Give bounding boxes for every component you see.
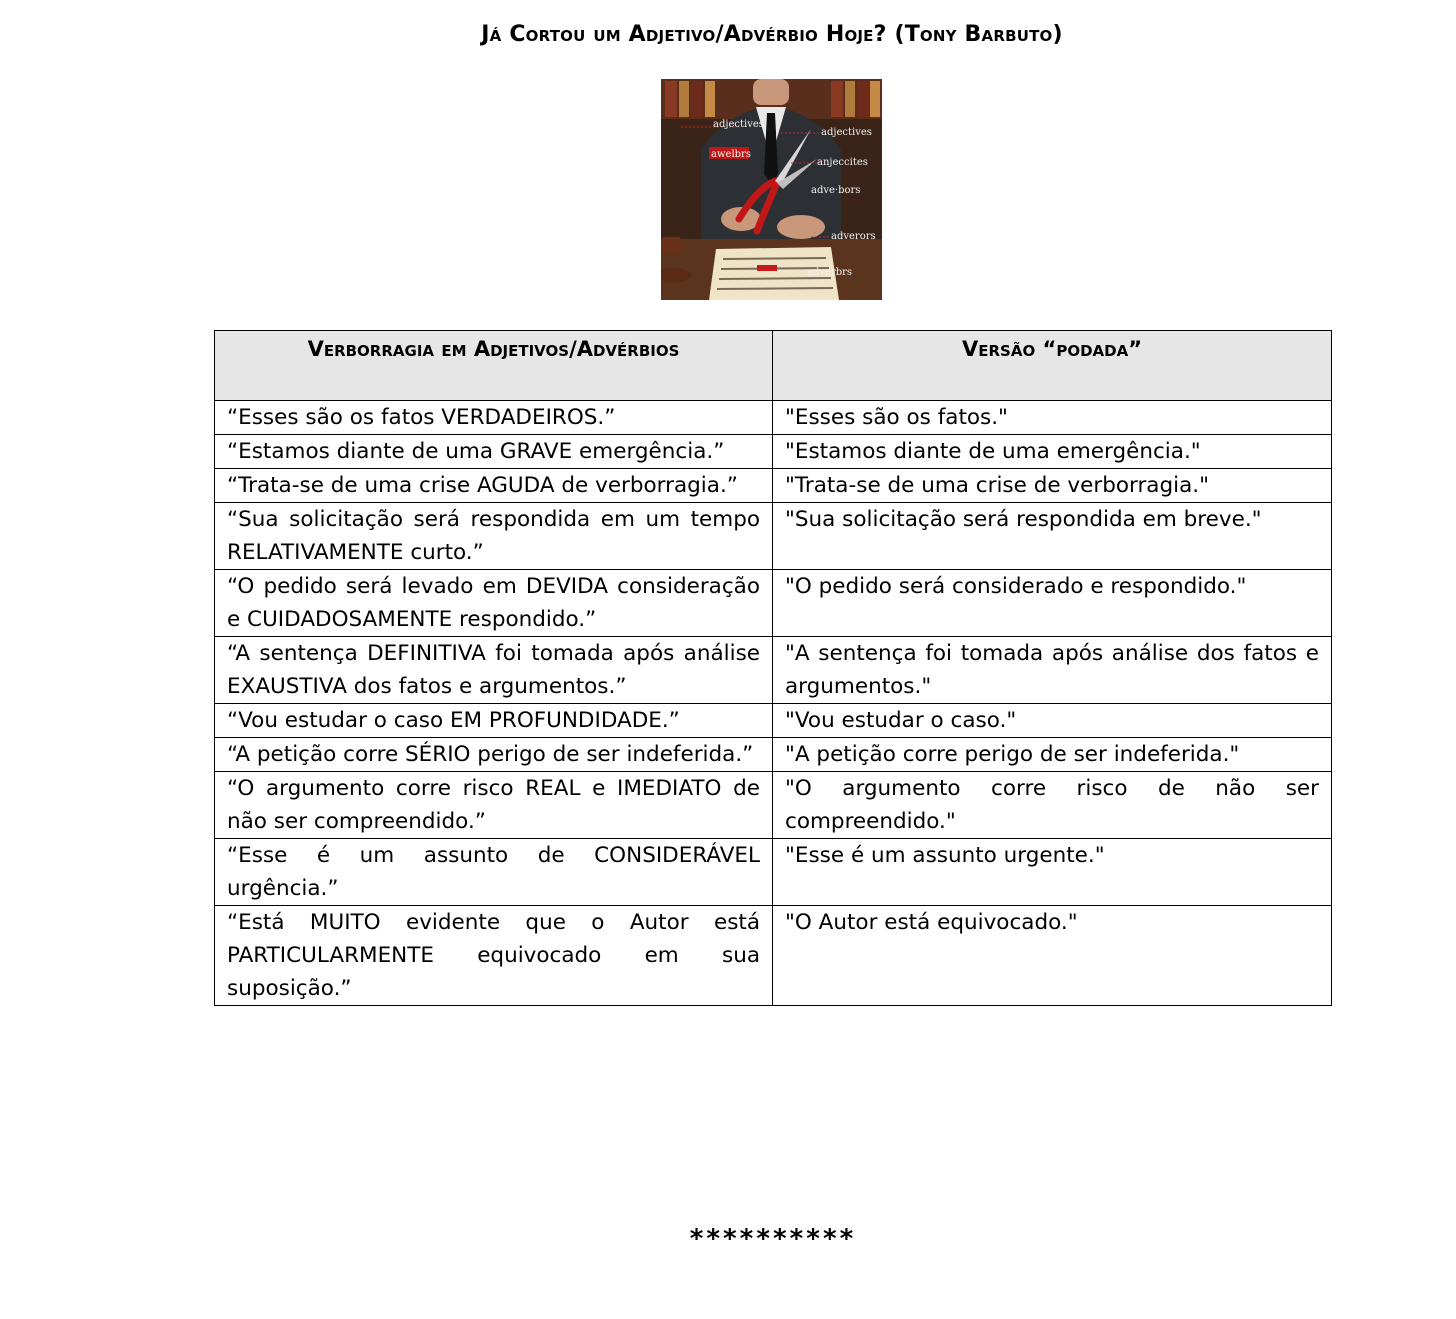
table-header-row bbox=[215, 331, 1332, 401]
table-row bbox=[215, 435, 1332, 469]
pruned-phrase-cell: "O pedido será considerado e respondido." bbox=[773, 570, 1332, 637]
table-row bbox=[215, 906, 1332, 1006]
original-phrase-cell: “O argumento corre risco REAL e IMEDIATO de não ser compreendido.” bbox=[215, 772, 773, 839]
pruned-phrase-cell: "O argumento corre risco de não ser compreendido." bbox=[773, 772, 1332, 839]
illustration-svg bbox=[661, 79, 882, 300]
table-row bbox=[215, 738, 1332, 772]
table-row bbox=[215, 704, 1332, 738]
book bbox=[857, 81, 869, 117]
original-phrase-cell: “Esse é um assunto de CONSIDERÁVEL urgência.” bbox=[215, 839, 773, 906]
header-verborragia: Verborragia em Adjetivos/Advérbios bbox=[215, 331, 773, 401]
pruned-phrase-cell: "Sua solicitação será respondida em breve." bbox=[773, 503, 1332, 570]
book bbox=[870, 81, 880, 117]
pruned-phrase-cell: "Vou estudar o caso." bbox=[773, 704, 1332, 738]
table-row bbox=[215, 772, 1332, 839]
book bbox=[845, 81, 855, 117]
header-versao-podada: Versão “podada” bbox=[773, 331, 1332, 401]
original-phrase-cell: “Sua solicitação será respondida em um tempo RELATIVAMENTE curto.” bbox=[215, 503, 773, 570]
table-row bbox=[215, 503, 1332, 570]
original-phrase-cell: “A sentença DEFINITIVA foi tomada após análise EXAUSTIVA dos fatos e argumentos.” bbox=[215, 637, 773, 704]
original-phrase-cell: “Trata-se de uma crise AGUDA de verborragia.” bbox=[215, 469, 773, 503]
table-row bbox=[215, 570, 1332, 637]
comparison-table bbox=[214, 330, 1332, 1006]
text-line bbox=[717, 288, 833, 289]
original-phrase-cell: “O pedido será levado em DEVIDA consideração e CUIDADOSAMENTE respondido.” bbox=[215, 570, 773, 637]
table-row bbox=[215, 401, 1332, 435]
original-phrase-cell: “Estamos diante de uma GRAVE emergência.” bbox=[215, 435, 773, 469]
illustration-word: adjectives bbox=[821, 127, 872, 138]
illustration-word: adverors bbox=[831, 231, 876, 242]
illustration-word: adverbrs bbox=[807, 267, 853, 278]
book bbox=[679, 81, 689, 117]
text-line bbox=[723, 258, 826, 259]
illustration-word: awelbrs bbox=[711, 149, 751, 160]
highlight bbox=[757, 265, 777, 271]
pruned-phrase-cell: "A petição corre perigo de ser indeferida." bbox=[773, 738, 1332, 772]
gavel-icon bbox=[661, 237, 681, 253]
book bbox=[691, 81, 703, 117]
text-line bbox=[719, 278, 831, 279]
section-separator: ********** bbox=[688, 1224, 856, 1254]
original-phrase-cell: “A petição corre SÉRIO perigo de ser indeferida.” bbox=[215, 738, 773, 772]
original-phrase-cell: “Está MUITO evidente que o Autor está PARTICULARMENTE equivocado em sua suposição.” bbox=[215, 906, 773, 1006]
pruned-phrase-cell: "Esses são os fatos." bbox=[773, 401, 1332, 435]
hand-right bbox=[777, 215, 825, 239]
table-row bbox=[215, 637, 1332, 704]
illustration-word: adjectives bbox=[713, 119, 764, 130]
table-row bbox=[215, 839, 1332, 906]
pruned-phrase-cell: "Esse é um assunto urgente." bbox=[773, 839, 1332, 906]
book bbox=[705, 81, 715, 117]
chin bbox=[753, 79, 789, 105]
original-phrase-cell: “Vou estudar o caso EM PROFUNDIDADE.” bbox=[215, 704, 773, 738]
original-phrase-cell: “Esses são os fatos VERDADEIROS.” bbox=[215, 401, 773, 435]
pruned-phrase-cell: "Estamos diante de uma emergência." bbox=[773, 435, 1332, 469]
illustration-word: anjeccites bbox=[817, 157, 868, 168]
document-title: Já Cortou um Adjetivo/Advérbio Hoje? (Tony Barbuto) bbox=[481, 22, 1063, 47]
pruned-phrase-cell: "A sentença foi tomada após análise dos fatos e argumentos." bbox=[773, 637, 1332, 704]
table-body bbox=[215, 401, 1332, 1006]
table-row bbox=[215, 469, 1332, 503]
illustration-word: adve·bors bbox=[811, 185, 861, 196]
lawyer-scissors-illustration bbox=[661, 79, 882, 300]
pruned-phrase-cell: "O Autor está equivocado." bbox=[773, 906, 1332, 1006]
book bbox=[831, 81, 843, 117]
pruned-phrase-cell: "Trata-se de uma crise de verborragia." bbox=[773, 469, 1332, 503]
book bbox=[665, 81, 677, 117]
